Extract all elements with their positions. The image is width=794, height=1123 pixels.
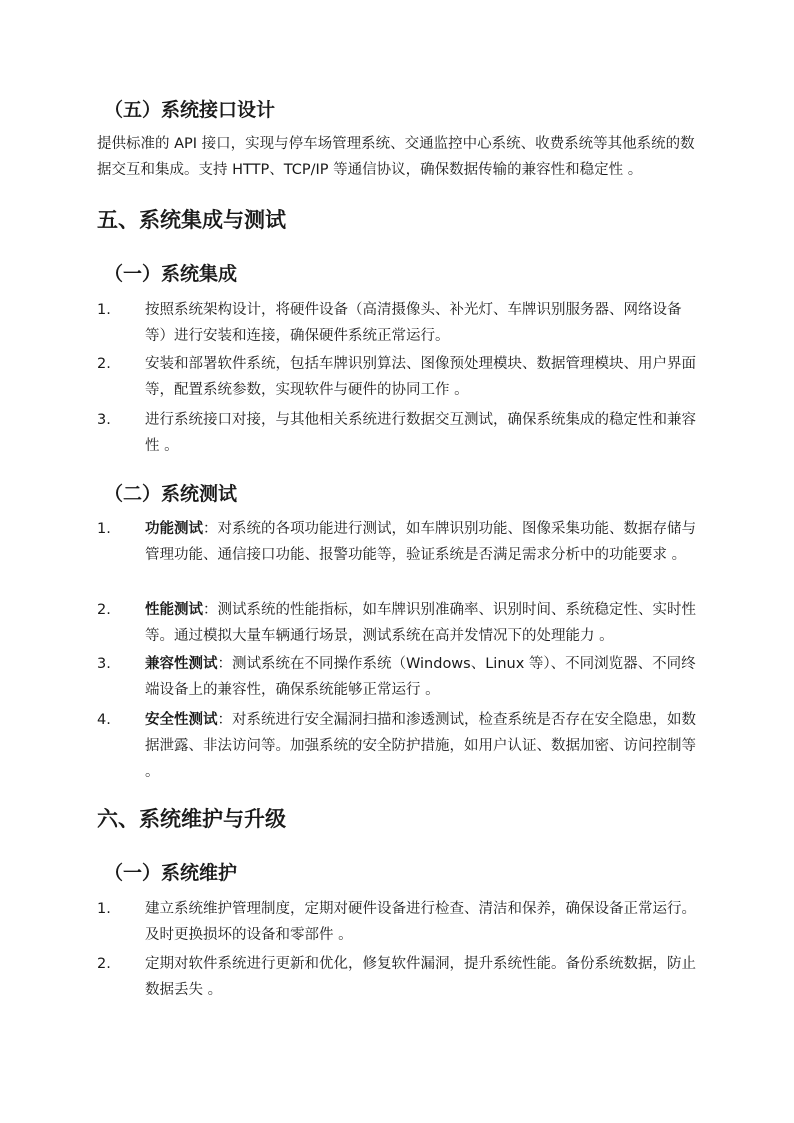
list-text	[145, 597, 702, 649]
list-number: 4.	[97, 712, 111, 728]
list-text: 安装和部署软件系统，包括车牌识别算法、图像预处理模块、数据管理模块、用户界面等，配置系统参数，实现软件与硬件的协同工作 。	[145, 356, 696, 398]
list-number: 2.	[97, 602, 111, 618]
list-number: 1.	[97, 521, 111, 537]
section-heading-interface: （五）系统接口设计	[104, 99, 276, 121]
list-label: 安全性测试	[145, 712, 218, 728]
interface-paragraph	[97, 131, 702, 183]
list-number: 1.	[97, 302, 111, 318]
list-body: ：测试系统的性能指标，如车牌识别准确率、识别时间、系统稳定性、实时性等。通过模拟大量车辆通行场景，测试系统在高并发情况下的处理能力 。	[145, 602, 696, 644]
list-body: ：对系统的各项功能进行测试，如车牌识别功能、图像采集功能、数据存储与管理功能、通信接口功能、报警功能等，验证系统是否满足需求分析中的功能要求 。	[145, 521, 696, 563]
list-text: 按照系统架构设计，将硬件设备（高清摄像头、补光灯、车牌识别服务器、网络设备等）进行安装和连接，确保硬件系统正常运行。	[145, 302, 682, 344]
list-label: 功能测试	[145, 521, 203, 537]
list-text: 定期对软件系统进行更新和优化，修复软件漏洞，提升系统性能。备份系统数据，防止数据丢失 。	[145, 956, 696, 998]
list-body: ：对系统进行安全漏洞扫描和渗透测试，检查系统是否存在安全隐患，如数据泄露、非法访问等。加强系统的安全防护措施，如用户认证、数据加密、访问控制等 。	[145, 712, 696, 780]
chapter-heading-integration-testing: 五、系统集成与测试	[97, 208, 286, 232]
list-number: 1.	[97, 901, 111, 917]
section-heading-integration: （一）系统集成	[104, 263, 238, 285]
list-text	[145, 516, 702, 568]
list-number: 3.	[97, 656, 111, 672]
list-label: 兼容性测试	[145, 656, 218, 672]
section-heading-maintenance: （一）系统维护	[104, 862, 238, 884]
list-number: 3.	[97, 412, 111, 428]
list-body: ：测试系统在不同操作系统（Windows、Linux 等）、不同浏览器、不同终端设备上的兼容性，确保系统能够正常运行 。	[145, 656, 696, 698]
list-number: 2.	[97, 956, 111, 972]
paragraph-text: 提供标准的 API 接口，实现与停车场管理系统、交通监控中心系统、收费系统等其他系统的数据交互和集成。支持 HTTP、TCP/IP 等通信协议，确保数据传输的兼容性和稳定性 。	[97, 136, 695, 178]
list-text	[145, 707, 702, 785]
list-text: 建立系统维护管理制度，定期对硬件设备进行检查、清洁和保养，确保设备正常运行。及时更换损坏的设备和零部件 。	[145, 901, 696, 943]
section-heading-testing: （二）系统测试	[104, 483, 238, 505]
chapter-heading-maintenance-upgrade: 六、系统维护与升级	[97, 807, 286, 831]
list-number: 2.	[97, 356, 111, 372]
list-text: 进行系统接口对接，与其他相关系统进行数据交互测试，确保系统集成的稳定性和兼容性 。	[145, 412, 696, 454]
list-label: 性能测试	[145, 602, 203, 618]
list-text	[145, 651, 702, 703]
